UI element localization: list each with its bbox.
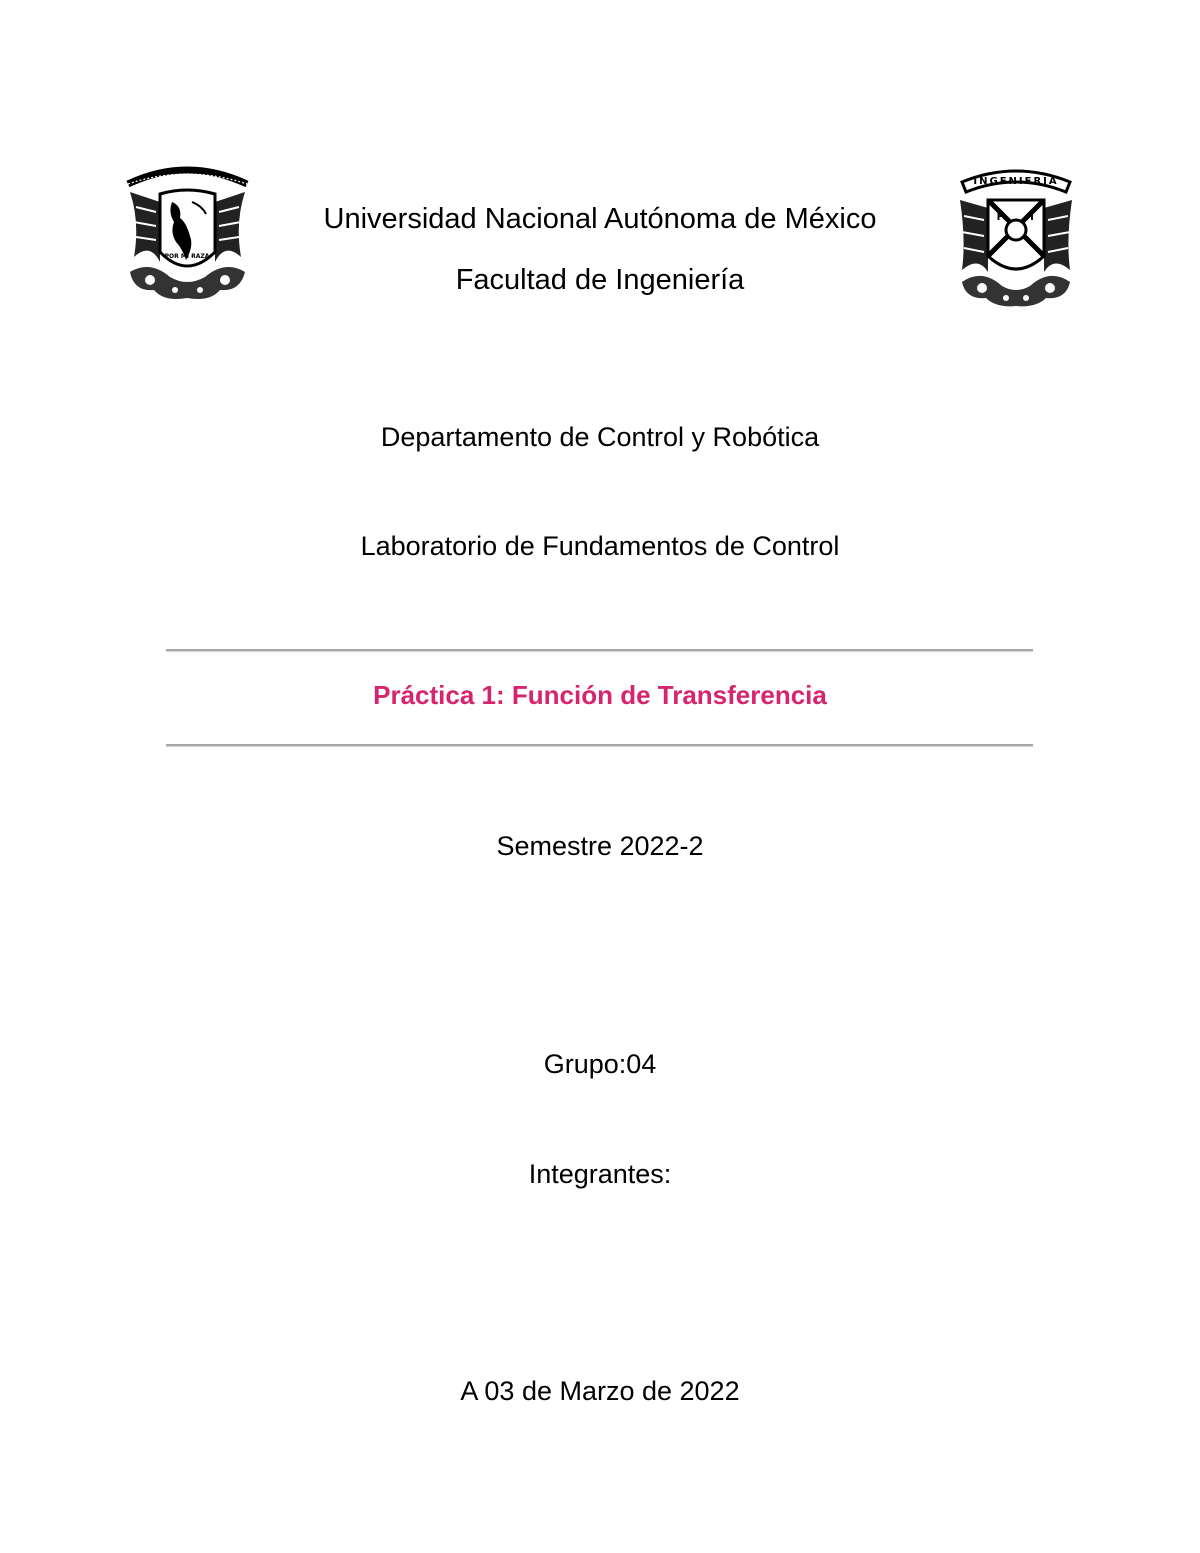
document-date: A 03 de Marzo de 2022 (460, 1376, 740, 1406)
practice-title: Práctica 1: Función de Transferencia (373, 680, 827, 710)
semester: Semestre 2022-2 (496, 831, 704, 861)
university-name: Universidad Nacional Autónoma de México (323, 203, 877, 235)
faculty-name: Facultad de Ingeniería (455, 264, 745, 296)
group: Grupo:04 (543, 1049, 657, 1079)
svg-text:INGENIERIA: INGENIERIA (973, 176, 1059, 187)
members-label: Integrantes: (528, 1159, 672, 1189)
svg-text:I: I (1030, 212, 1034, 223)
svg-text:F: F (996, 212, 1004, 223)
title-bottom-rule (166, 744, 1033, 746)
title-top-rule (166, 649, 1033, 651)
svg-text:POR MI RAZA: POR MI RAZA (164, 253, 210, 260)
department-name: Departamento de Control y Robótica (380, 422, 820, 452)
lab-name: Laboratorio de Fundamentos de Control (360, 531, 840, 561)
